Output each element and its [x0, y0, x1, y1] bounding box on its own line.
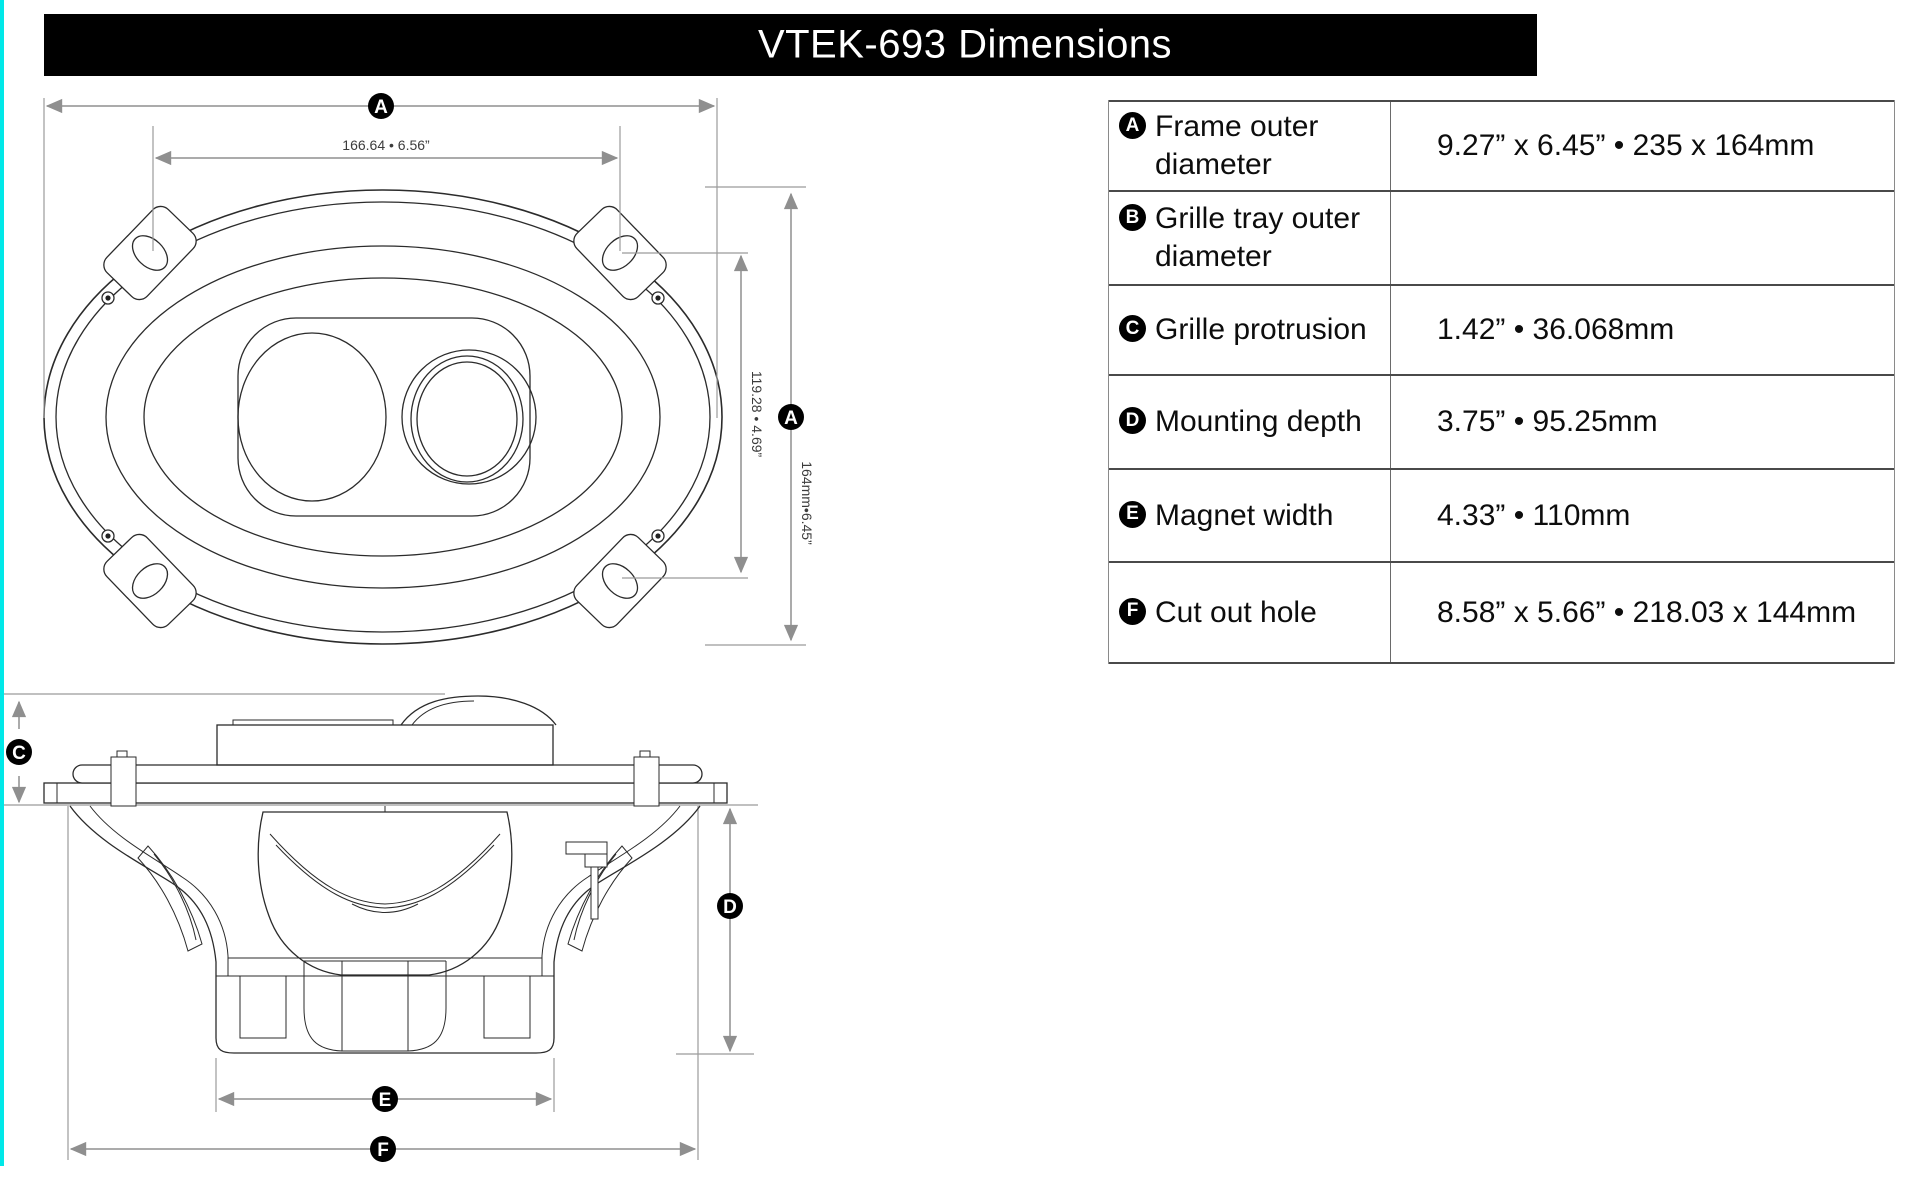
side-view-drawing — [44, 696, 727, 1053]
table-row — [1109, 468, 1894, 561]
mounting-tab-bottom-left — [99, 530, 200, 632]
tweeter-outer-ring — [402, 350, 536, 484]
midrange-housing — [217, 725, 553, 765]
mounting-tab-bottom-right — [569, 530, 670, 632]
table-row — [1109, 284, 1894, 374]
dim-text-frame-height: 164mm•6.45” — [799, 461, 815, 545]
row-a-value: 9.27” x 6.45” • 235 x 164mm — [1437, 129, 1815, 162]
svg-text:A: A — [374, 97, 388, 118]
table-row — [1109, 190, 1894, 284]
row-e-label: Magnet width — [1155, 498, 1334, 532]
screw-icon — [102, 292, 664, 542]
row-f-value: 8.58” x 5.66” • 218.03 x 144mm — [1437, 595, 1857, 629]
tweeter-dome — [401, 696, 556, 725]
row-d-badge: D — [1119, 407, 1146, 434]
row-e-badge: E — [1119, 501, 1146, 528]
midrange-cone — [238, 333, 386, 501]
row-d-value: 3.75” • 95.25mm — [1437, 405, 1658, 438]
svg-text:A: A — [784, 408, 798, 429]
svg-text:F: F — [377, 1140, 389, 1161]
row-a-badge: A — [1119, 112, 1146, 139]
row-c-label: Grille protrusion — [1155, 313, 1367, 347]
row-f-label: Cut out hole — [1155, 595, 1317, 629]
top-view-drawing — [44, 190, 722, 644]
mounting-tab-top-left — [99, 202, 200, 304]
table-row — [1109, 374, 1894, 468]
row-f-badge: F — [1119, 598, 1146, 625]
dim-text-hole-spacing-height: 119.28 • 4.69” — [749, 370, 765, 458]
row-c-badge: C — [1119, 315, 1146, 342]
mounting-clip-left — [111, 757, 136, 806]
mounting-flange — [44, 783, 727, 803]
row-e-value: 4.33” • 110mm — [1437, 498, 1631, 532]
row-b-label: Grille tray outer diameter — [1155, 202, 1361, 273]
table-row — [1109, 100, 1894, 190]
svg-text:D: D — [723, 897, 737, 918]
row-c-value: 1.42” • 36.068mm — [1437, 313, 1675, 346]
row-b-badge: B — [1119, 204, 1146, 231]
svg-text:C: C — [12, 743, 26, 764]
table-row — [1109, 561, 1894, 664]
row-d-label: Mounting depth — [1155, 405, 1362, 439]
row-a-label: Frame outer diameter — [1155, 110, 1319, 181]
tweeter-inner-ring — [411, 356, 523, 482]
grille-tray — [73, 765, 702, 783]
mounting-clip-right — [634, 757, 659, 806]
svg-text:E: E — [378, 1090, 392, 1111]
dimensions-table — [1108, 100, 1895, 664]
dim-text-hole-spacing-width: 166.64 • 6.56” — [342, 137, 430, 153]
page-title: VTEK-693 Dimensions — [757, 22, 1173, 67]
